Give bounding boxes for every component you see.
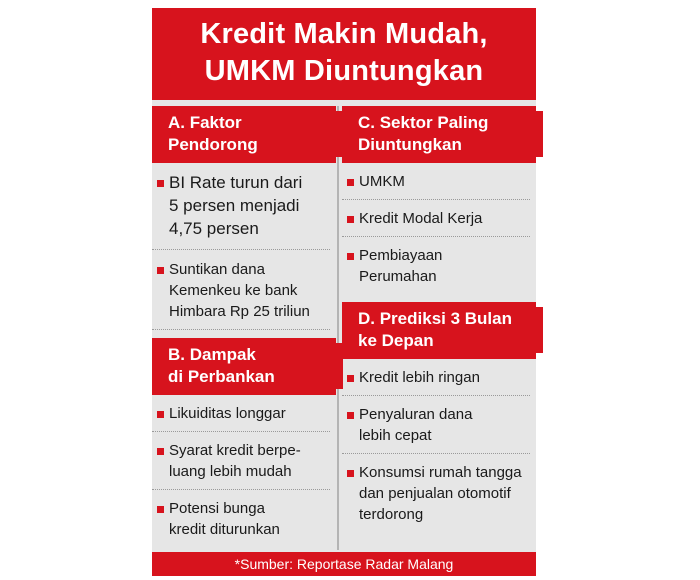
section-c-heading-line-1: C. Sektor Paling: [358, 113, 489, 132]
square-bullet-icon: [347, 412, 354, 419]
square-bullet-icon: [347, 375, 354, 382]
item-line: 4,75 persen: [169, 219, 259, 238]
square-bullet-icon: [157, 267, 164, 274]
source-footer: *Sumber: Reportase Radar Malang: [152, 552, 536, 576]
item-line: BI Rate turun dari: [169, 173, 303, 192]
title-line-2: UMKM Diuntungkan: [204, 55, 484, 87]
item-line: Likuiditas longgar: [169, 405, 286, 422]
section-d-item-2: [342, 404, 530, 454]
title-banner: [152, 8, 536, 100]
section-d-heading: [342, 302, 536, 359]
item-line: luang lebih mudah: [169, 463, 292, 480]
section-b-item-1: [152, 403, 330, 432]
item-line: dan penjualan otomotif: [359, 485, 511, 502]
square-bullet-icon: [157, 180, 164, 187]
item-line: Kemenkeu ke bank: [169, 282, 298, 299]
square-bullet-icon: [347, 253, 354, 260]
heading-tab-accent: [536, 111, 543, 157]
square-bullet-icon: [157, 506, 164, 513]
left-column: [152, 106, 336, 552]
square-bullet-icon: [347, 179, 354, 186]
infographic-card: [152, 8, 536, 576]
item-line: Perumahan: [359, 268, 437, 285]
section-d-item-1: [342, 367, 530, 396]
section-b-item-3: [152, 498, 330, 547]
item-line: Penyaluran dana: [359, 406, 473, 423]
section-b-heading-line-1: B. Dampak: [168, 345, 256, 364]
section-b-heading-line-2: di Perbankan: [168, 367, 275, 386]
item-line: Kredit lebih ringan: [359, 369, 480, 386]
column-divider: [337, 106, 339, 550]
section-a-item-1: [152, 171, 330, 250]
square-bullet-icon: [157, 411, 164, 418]
section-c-heading: [342, 106, 536, 163]
item-line: Pembiayaan: [359, 247, 443, 264]
item-line: Suntikan dana: [169, 261, 265, 278]
item-line: terdorong: [359, 506, 424, 523]
item-line: 5 persen menjadi: [169, 196, 300, 215]
section-a-item-2: [152, 259, 330, 330]
item-line: Syarat kredit berpe-: [169, 442, 301, 459]
section-d-item-3: [342, 462, 530, 532]
item-line: Konsumsi rumah tangga: [359, 464, 522, 481]
section-b-heading: [152, 338, 336, 395]
section-a-heading-line-2: Pendorong: [168, 135, 258, 154]
heading-tab-accent: [536, 307, 543, 353]
section-a-heading: [152, 106, 336, 163]
section-b-item-2: [152, 440, 330, 490]
item-line: UMKM: [359, 173, 405, 190]
section-c-item-1: [342, 171, 530, 200]
title-line-1: Kredit Makin Mudah,: [200, 18, 488, 50]
square-bullet-icon: [347, 216, 354, 223]
section-c-item-3: [342, 245, 530, 294]
section-a-heading-line-1: A. Faktor: [168, 113, 242, 132]
square-bullet-icon: [157, 448, 164, 455]
item-line: Himbara Rp 25 triliun: [169, 303, 310, 320]
item-line: lebih cepat: [359, 427, 432, 444]
section-d-heading-line-1: D. Prediksi 3 Bulan: [358, 309, 512, 328]
item-line: kredit diturunkan: [169, 521, 280, 538]
section-c-heading-line-2: Diuntungkan: [358, 135, 462, 154]
item-line: Kredit Modal Kerja: [359, 210, 483, 227]
item-line: Potensi bunga: [169, 500, 265, 517]
square-bullet-icon: [347, 470, 354, 477]
section-d-heading-line-2: ke Depan: [358, 331, 434, 350]
right-column: [342, 106, 536, 552]
section-c-item-2: [342, 208, 530, 237]
